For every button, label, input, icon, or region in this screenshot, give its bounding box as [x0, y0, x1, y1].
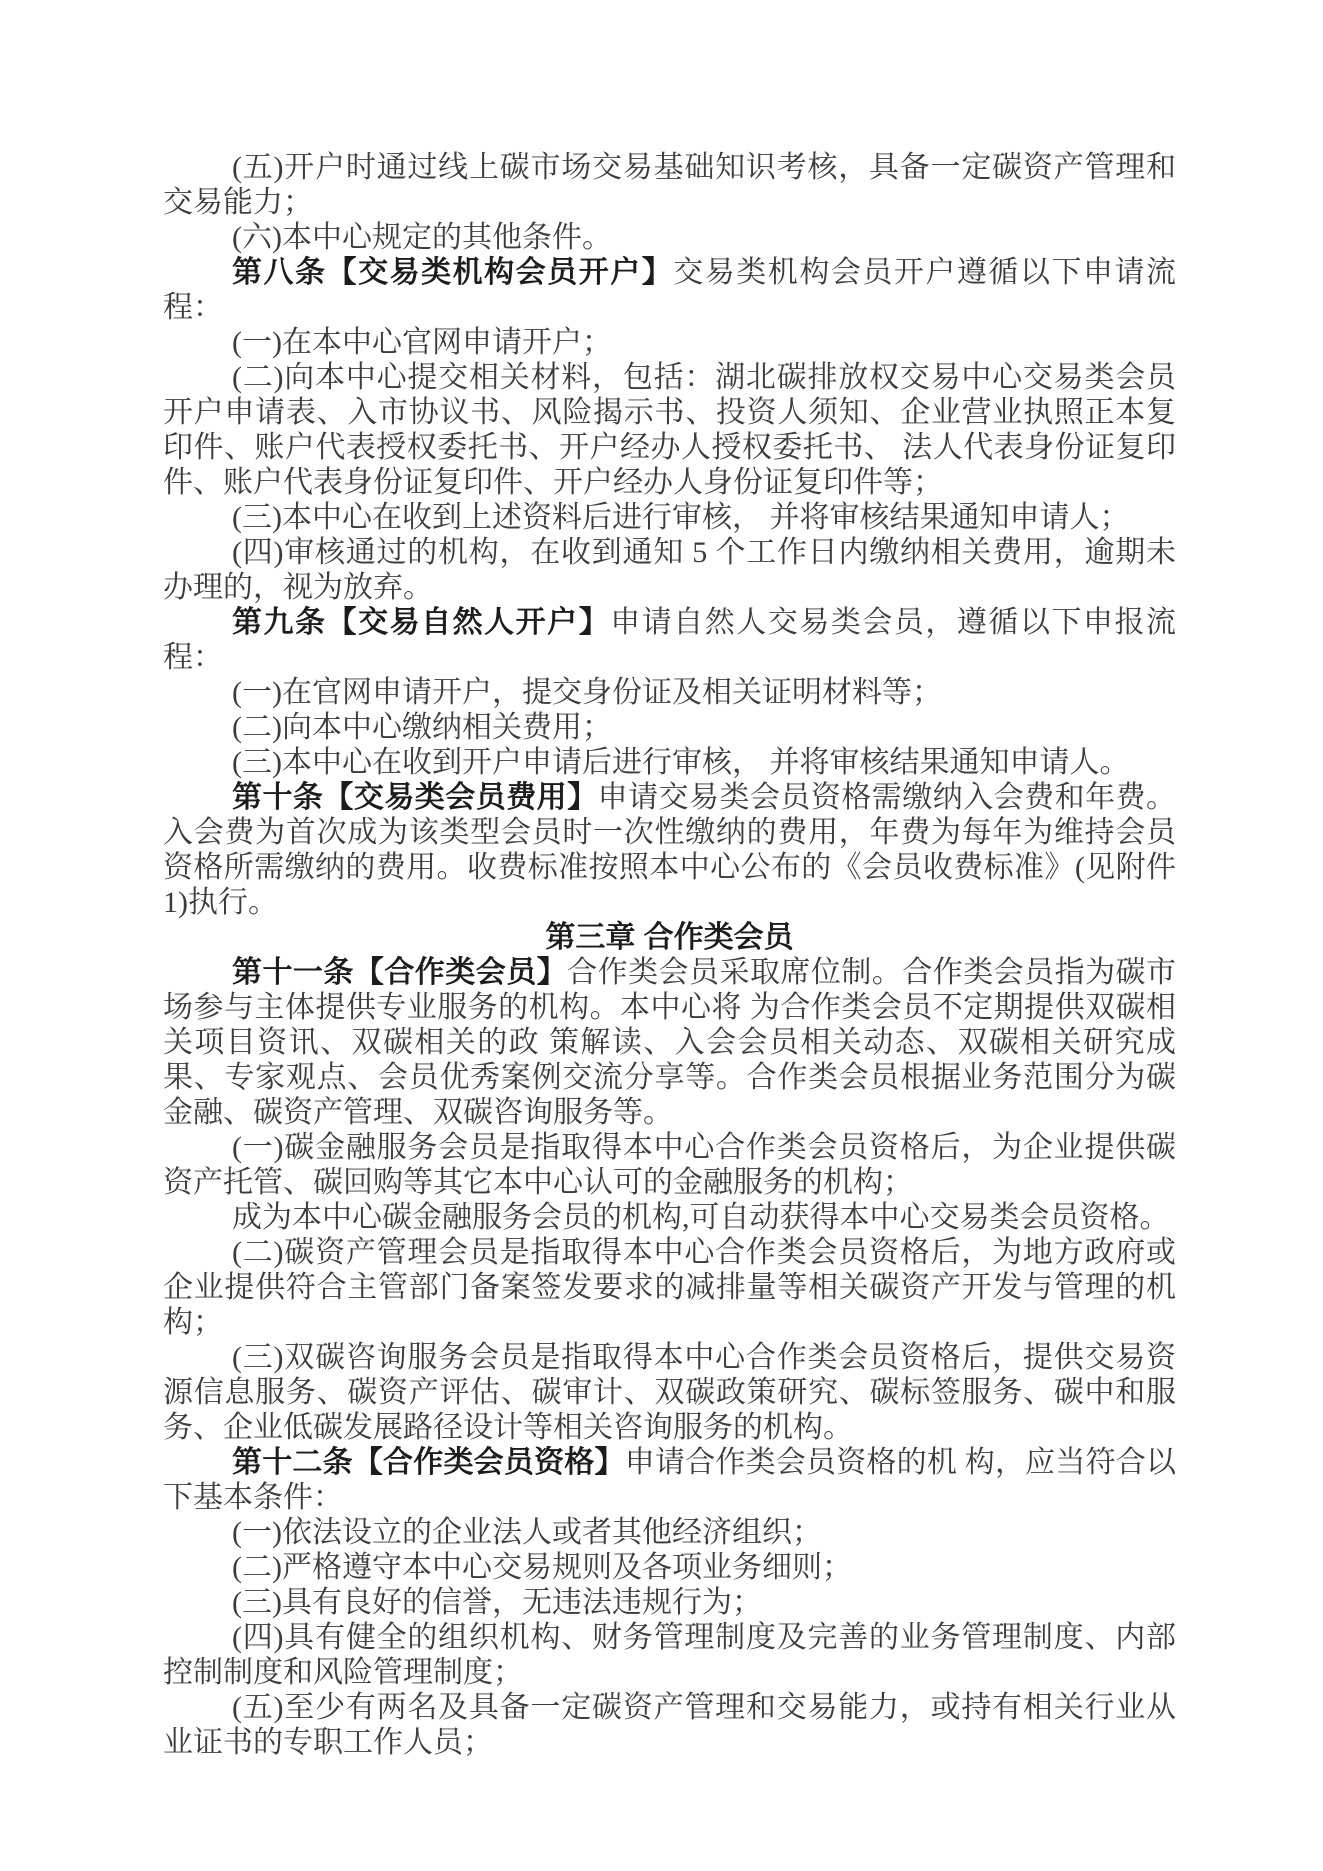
- paragraph-item-1: [163, 675, 1176, 710]
- paragraph-text: (一)在本中心官网申请开户；: [232, 326, 612, 359]
- paragraph-item-1: [163, 1130, 1176, 1200]
- article-9-title: 第九条【交易自然人开户】: [232, 606, 611, 639]
- paragraph-item-4: [163, 1620, 1176, 1690]
- paragraph-item-6: [163, 220, 1176, 255]
- article-10-title: 第十条【交易类会员费用】: [232, 781, 598, 814]
- paragraph-text: (二)碳资产管理会员是指取得本中心合作类会员资格后，为地方政府或企业提供符合主管部门备案签发要求的减排量等相关碳资产开发与管理的机构；: [163, 1236, 1176, 1339]
- paragraph-text: (三)具有良好的信誉，无违法违规行为；: [232, 1586, 762, 1619]
- paragraph-item-2: [163, 360, 1176, 500]
- paragraph-text: (六)本中心规定的其他条件。: [232, 221, 612, 254]
- paragraph-item-1: [163, 1515, 1176, 1550]
- paragraph-text: 申请自然人交易类会员，遵循以下申报流程：: [163, 606, 1177, 674]
- paragraph-text: (五)至少有两名及具备一定碳资产管理和交易能力，或持有相关行业从业证书的专职工作人员；: [163, 1691, 1176, 1759]
- paragraph-text: (二)向本中心缴纳相关费用；: [232, 711, 612, 744]
- paragraph-text: (四)审核通过的机构，在收到通知 5 个工作日内缴纳相关费用，逾期未办理的，视为放弃。: [163, 536, 1176, 604]
- paragraph-text: (三)本中心在收到上述资料后进行审核， 并将审核结果通知申请人；: [232, 501, 1130, 534]
- paragraph-text: 交易类机构会员开户遵循以下申请流程：: [163, 256, 1177, 324]
- paragraph-item-2: [163, 1550, 1176, 1585]
- chapter-3-heading: 第三章 合作类会员: [545, 921, 794, 954]
- paragraph-note: [163, 1200, 1176, 1235]
- paragraph-item-2: [163, 1235, 1176, 1340]
- paragraph-item-3: [163, 500, 1176, 535]
- paragraph-item-4: [163, 535, 1176, 605]
- article-9-paragraph: [163, 605, 1176, 675]
- paragraph-text: (二)严格遵守本中心交易规则及各项业务细则；: [232, 1551, 852, 1584]
- paragraph-item-1: [163, 325, 1176, 360]
- article-8-paragraph: [163, 255, 1176, 325]
- paragraph-item-3: [163, 1585, 1176, 1620]
- paragraph-item-3: [163, 1340, 1176, 1445]
- paragraph-text: 合作类会员采取席位制。合作类会员指为碳市场参与主体提供专业服务的机构。本中心将 为合作类会员不定期提供双碳相关项目资讯、双碳相关的政 策解读、入会会员相关动态、双碳相关研究成果、专家观点、会员优秀案例交流分享等。合作类会员根据业务范围分为碳金融、碳资产管理、双碳咨询服务等。: [163, 956, 1177, 1129]
- article-12-title: 第十二条【合作类会员资格】: [232, 1446, 625, 1479]
- paragraph-text: (三)本中心在收到开户申请后进行审核， 并将审核结果通知申请人。: [232, 746, 1130, 779]
- paragraph-text: (一)依法设立的企业法人或者其他经济组织；: [232, 1516, 822, 1549]
- paragraph-text: (一)在官网申请开户，提交身份证及相关证明材料等；: [232, 676, 942, 709]
- paragraph-text: (一)碳金融服务会员是指取得本中心合作类会员资格后，为企业提供碳资产托管、碳回购等其它本中心认可的金融服务的机构；: [163, 1131, 1176, 1199]
- paragraph-text: 申请交易类会员资格需缴纳入会费和年费。入会费为首次成为该类型会员时一次性缴纳的费用，年费为每年为维持会员资格所需缴纳的费用。收费标准按照本中心公布的《会员收费标准》(见附件 1)执行。: [163, 781, 1177, 919]
- article-8-title: 第八条【交易类机构会员开户】: [232, 256, 674, 289]
- paragraph-text: 成为本中心碳金融服务会员的机构,可自动获得本中心交易类会员资格。: [232, 1201, 1170, 1234]
- article-11-paragraph: [163, 955, 1176, 1130]
- paragraph-text: (二)向本中心提交相关材料，包括：湖北碳排放权交易中心交易类会员开户申请表、入市协议书、风险揭示书、投资人须知、企业营业执照正本复印件、账户代表授权委托书、开户经办人授权委托书、 法人代表身份证复印件、账户代表身份证复印件、开户经办人身份证复印件等；: [163, 361, 1176, 499]
- article-10-paragraph: [163, 780, 1176, 920]
- paragraph-text: (四)具有健全的组织机构、财务管理制度及完善的业务管理制度、内部控制制度和风险管理制度；: [163, 1621, 1176, 1689]
- paragraph-item-5: [163, 1690, 1176, 1760]
- paragraph-item-3: [163, 745, 1176, 780]
- paragraph-item-5: [163, 150, 1176, 220]
- paragraph-text: 申请合作类会员资格的机 构，应当符合以下基本条件：: [163, 1446, 1177, 1514]
- paragraph-item-2: [163, 710, 1176, 745]
- article-11-title: 第十一条【合作类会员】: [232, 956, 568, 989]
- paragraph-text: (五)开户时通过线上碳市场交易基础知识考核，具备一定碳资产管理和交易能力；: [163, 151, 1176, 219]
- article-12-paragraph: [163, 1445, 1176, 1515]
- paragraph-text: (三)双碳咨询服务会员是指取得本中心合作类会员资格后，提供交易资源信息服务、碳资产评估、碳审计、双碳政策研究、碳标签服务、碳中和服务、企业低碳发展路径设计等相关咨询服务的机构。: [163, 1341, 1176, 1444]
